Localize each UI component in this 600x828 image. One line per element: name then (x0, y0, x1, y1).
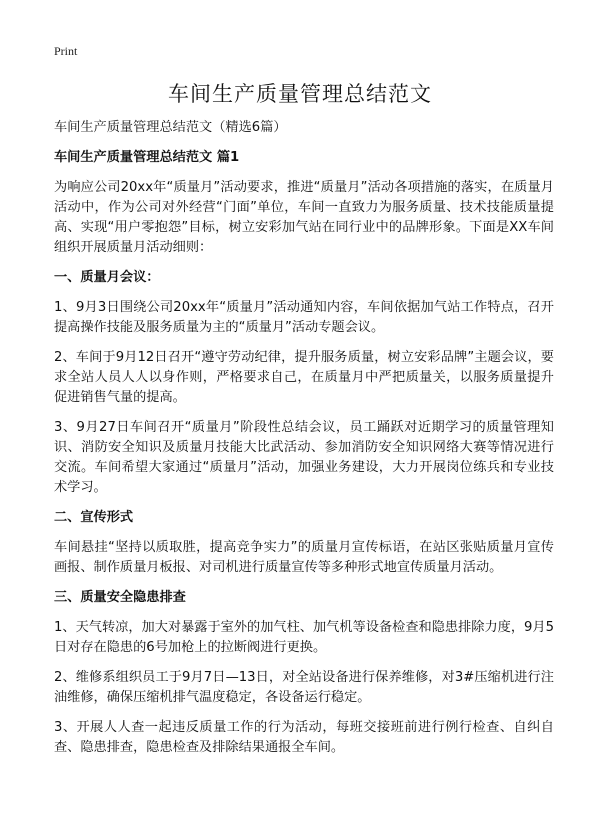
document-subtitle: 车间生产质量管理总结范文（精选6篇） (54, 120, 287, 135)
section-heading-publicity: 二、宣传形式 (54, 510, 134, 525)
section-heading-meeting: 一、质量月会议： (54, 270, 160, 285)
document-body (54, 118, 554, 768)
paragraph: 2、车间于9月12日召开“遵守劳动纪律，提升服务质量，树立安彩品牌”主题会议，要求全站人员人人以身作则，严格要求自己，在质量月中严把质量关，以服务质量提升促进销售气量的提高。 (54, 350, 554, 405)
paragraph: 车间悬挂“坚持以质取胜，提高竞争实力”的质量月宣传标语，在站区张贴质量月宣传画报、制作质量月板报、对司机进行质量宣传等多种形式地宣传质量月活动。 (54, 540, 554, 575)
paragraph: 3、开展人人查一起违反质量工作的行为活动，每班交接班前进行例行检查、自纠自查、隐患排查，隐患检查及排除结果通报全车间。 (54, 720, 554, 755)
paragraph: 1、9月3日围绕公司20xx年“质量月”活动通知内容，车间依据加气站工作特点，召开提高操作技能及服务质量为主的“质量月”活动专题会议。 (54, 300, 554, 335)
page-title: 车间生产质量管理总结范文 (168, 82, 432, 106)
paragraph: 3、9月27日车间召开“质量月”阶段性总结会议，员工踊跃对近期学习的质量管理知识、消防安全知识及质量月技能大比武活动、参加消防安全知识网络大赛等情况进行交流。车间希望大家通过“质量月”活动，加强业务建设，大力开展岗位练兵和专业技术学习。 (54, 420, 554, 495)
print-label: Print (54, 44, 78, 58)
section-heading-safety-check: 三、质量安全隐患排查 (54, 590, 186, 605)
article-heading: 车间生产质量管理总结范文 篇1 (54, 150, 240, 165)
intro-paragraph: 为响应公司20xx年“质量月”活动要求，推进“质量月”活动各项措施的落实，在质量月活动中，作为公司对外经营“门面”单位，车间一直致力为服务质量、技术技能质量提高、实现“用户零抱怨”目标，树立安彩加气站在同行业中的品牌形象。下面是XX车间组织开展质量月活动细则： (54, 180, 554, 255)
paragraph: 2、维修系组织员工于9月7日—13日，对全站设备进行保养维修，对3#压缩机进行注油维修，确保压缩机排气温度稳定，各设备运行稳定。 (54, 670, 554, 705)
paragraph: 1、天气转凉，加大对暴露于室外的加气柱、加气机等设备检查和隐患排除力度，9月5日对存在隐患的6号加枪上的拉断阀进行更换。 (54, 620, 554, 655)
